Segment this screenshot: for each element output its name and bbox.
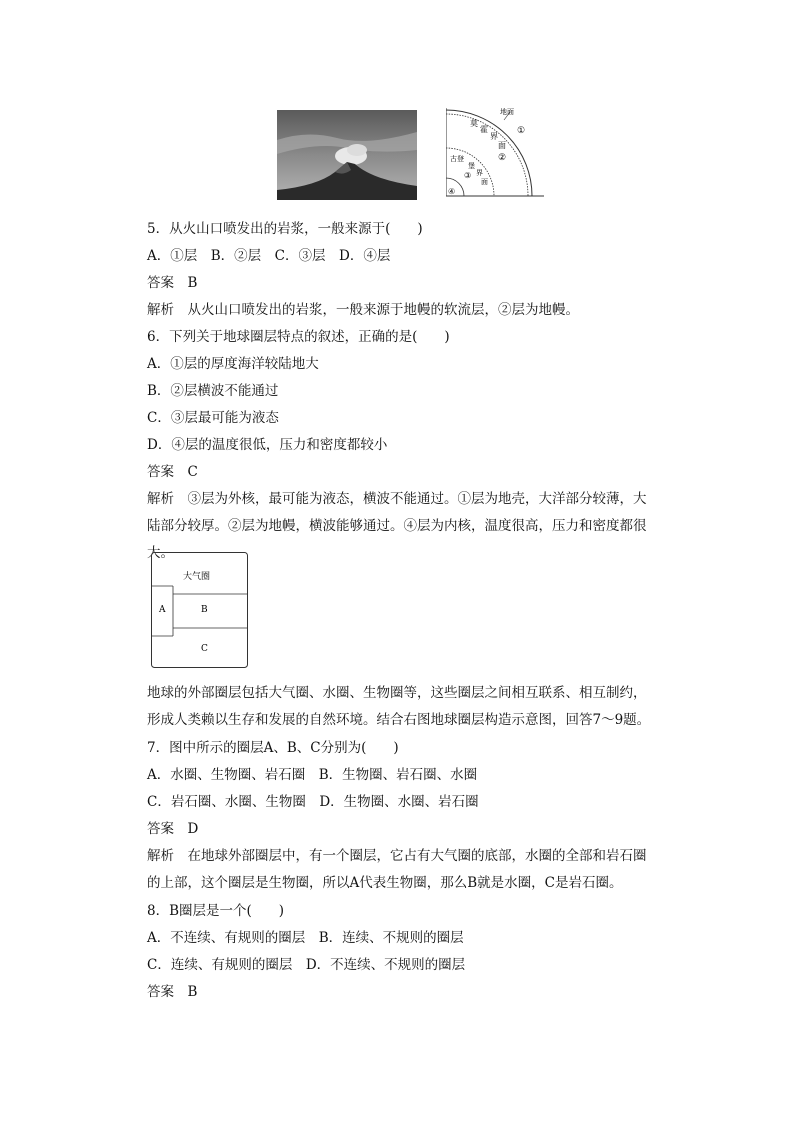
q8-options-ab: A．不连续、有规则的圈层 B．连续、不规则的圈层 bbox=[147, 930, 464, 946]
q6-option-d: D．④层的温度很低，压力和密度都较小 bbox=[147, 437, 388, 453]
label-a: A bbox=[159, 605, 166, 615]
label-layer-3: ③ bbox=[464, 171, 472, 180]
q5-options: A．①层 B．②层 C．③层 D．④层 bbox=[147, 248, 391, 264]
q7-answer: 答案 D bbox=[147, 821, 199, 837]
q7-analysis: 解析 在地球外部圈层中，有一个圈层，它占有大气圈的底部，水圈的全部和岩石圈的上部，这个圈层是生物圈，所以A代表生物圈，那么B就是水圈，C是岩石圈。 bbox=[147, 848, 647, 891]
label-c: C bbox=[201, 644, 208, 654]
label-atmosphere: 大气圈 bbox=[183, 572, 211, 582]
label-moho-1: 莫 bbox=[470, 119, 478, 128]
label-gutenberg-4: 面 bbox=[481, 178, 488, 186]
intro-paragraph: 地球的外部圈层包括大气圈、水圈、生物圈等，这些圈层之间相互联系、相互制约，形成人类赖以生存和发展的自然环境。结合右图地球圈层构造示意图，回答7～9题。 bbox=[147, 685, 651, 728]
q7-options-cd: C．岩石圈、水圈、生物圈 D．生物圈、水圈、岩石圈 bbox=[147, 794, 479, 810]
q8-question: 8．B圈层是一个( ) bbox=[147, 903, 285, 919]
earth-interior-diagram bbox=[446, 106, 544, 198]
q6-question: 6．下列关于地球圈层特点的叙述，正确的是( ) bbox=[147, 329, 450, 345]
label-moho-3: 界 bbox=[490, 132, 498, 141]
label-gutenberg-1: 古登 bbox=[450, 155, 464, 163]
label-moho-2: 霍 bbox=[480, 125, 488, 134]
label-b: B bbox=[201, 605, 208, 615]
label-moho-4: 面 bbox=[498, 141, 506, 150]
q6-option-b: B．②层横波不能通过 bbox=[147, 383, 279, 399]
q6-option-a: A．①层的厚度海洋较陆地大 bbox=[147, 356, 319, 372]
q7-question: 7．图中所示的圈层A、B、C分别为( ) bbox=[147, 740, 399, 756]
label-surface: 地面 bbox=[500, 108, 514, 116]
label-layer-1: ① bbox=[517, 126, 526, 136]
q8-options-cd: C．连续、有规则的圈层 D．不连续、不规则的圈层 bbox=[147, 957, 466, 973]
label-layer-4: ④ bbox=[448, 187, 456, 196]
q8-answer: 答案 B bbox=[147, 984, 198, 1000]
q5-question: 5．从火山口喷发出的岩浆，一般来源于( ) bbox=[147, 221, 423, 237]
label-gutenberg-2: 堡 bbox=[468, 162, 475, 170]
q5-analysis: 解析 从火山口喷发出的岩浆，一般来源于地幔的软流层，②层为地幔。 bbox=[147, 302, 579, 318]
q5-answer: 答案 B bbox=[147, 275, 198, 291]
label-layer-2: ② bbox=[498, 153, 507, 163]
q6-analysis: 解析 ③层为外核，最可能为液态，横波不能通过。①层为地壳，大洋部分较薄，大陆部分较厚。②层为地幔，横波能够通过。④层为内核，温度很高，压力和密度都很大。 bbox=[147, 491, 647, 561]
label-gutenberg-3: 界 bbox=[476, 169, 483, 177]
earth-sphere-diagram bbox=[151, 552, 248, 668]
volcano-photo bbox=[277, 110, 417, 200]
q6-option-c: C．③层最可能为液态 bbox=[147, 410, 279, 426]
q6-answer: 答案 C bbox=[147, 464, 198, 480]
q7-options-ab: A．水圈、生物圈、岩石圈 B．生物圈、岩石圈、水圈 bbox=[147, 767, 478, 783]
